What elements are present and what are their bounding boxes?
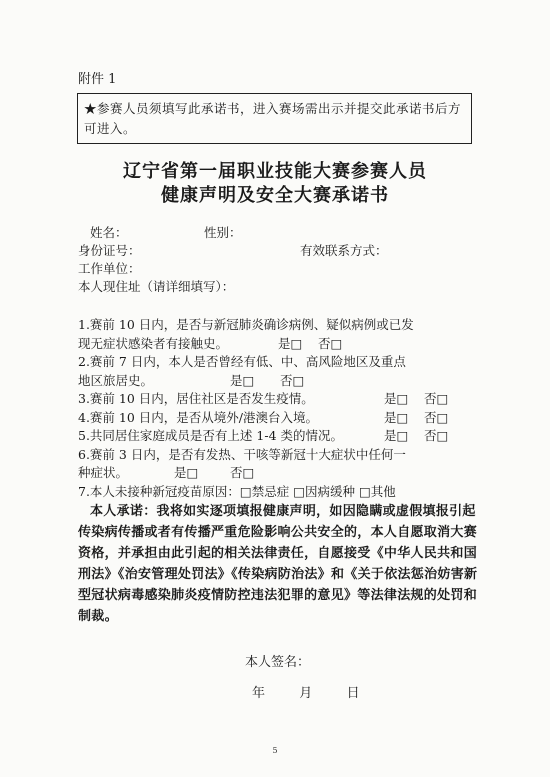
item-1-line-1: 1.赛前 10 日内，是否与新冠肺炎确诊病例、疑似病例或已发 — [78, 317, 414, 332]
title-line-2: 健康声明及安全大赛承诺书 — [161, 185, 389, 206]
item-4-no: 否□ — [424, 409, 449, 425]
declaration-items — [78, 316, 478, 501]
item-6-continuation: 种症状。 — [78, 465, 129, 480]
item-3-yes: 是□ — [384, 391, 409, 406]
item-7: 7.本人未接种新冠疫苗原因：□禁忌症 □因病缓种 □其他 — [78, 483, 396, 499]
id-contact-row — [78, 242, 478, 260]
item-1-no: 否□ — [318, 335, 343, 351]
item-4-text: 4.赛前 10 日内，是否从境外/港澳台入境。 — [78, 409, 318, 425]
item-3-no: 否□ — [424, 391, 449, 406]
commitment-body: 我将如实逐项填报健康声明，如因隐瞒或虚假填报引起传染病传播或者有传播严重危险影响公共安全的，本人自愿取消大赛资格，并承担由此引起的相关法律责任，自愿接受《中华人民共和国刑法》《治安管理处罚法》《传染病防治法》和《关于依法惩治妨害新型冠状病毒感染肺炎疫情防控违法犯罪的意见》等法律法规的处罚和制裁。 — [78, 504, 478, 624]
title-line-1: 辽宁省第一届职业技能大赛参赛人员 — [123, 161, 427, 182]
employer-label: 工作单位： — [78, 261, 141, 276]
address-label: 本人现住址（请详细填写）： — [78, 279, 235, 294]
item-6-no: 否□ — [230, 465, 255, 480]
notice-box: ★参赛人员须填写此承诺书，进入赛场需出示并提交此承诺书后方可进入。 — [77, 93, 472, 144]
item-2-line-1: 2.赛前 7 日内，本人是否曾经有低、中、高风险地区及重点 — [78, 354, 406, 369]
page-number: 5 — [272, 746, 278, 755]
item-3 — [78, 390, 478, 409]
item-5-no: 否□ — [424, 428, 449, 443]
address-row — [78, 278, 478, 296]
commitment-heading: 本人承诺： — [90, 504, 157, 519]
item-2-line-2 — [78, 372, 478, 391]
item-3-text: 3.赛前 10 日内，居住社区是否发生疫情。 — [78, 391, 314, 406]
commitment-paragraph — [78, 501, 478, 627]
item-2-no: 否□ — [280, 372, 305, 388]
date-day: 日 — [346, 686, 360, 701]
item-1-yes: 是□ — [278, 335, 303, 351]
item-2-continuation: 地区旅居史。 — [78, 372, 154, 388]
personal-info-fields — [78, 224, 478, 296]
item-2-yes: 是□ — [230, 372, 255, 388]
date-month: 月 — [299, 686, 313, 701]
item-5-yes: 是□ — [384, 428, 409, 443]
item-1-continuation: 现无症状感染者有接触史。 — [78, 335, 229, 351]
item-1-line-2 — [78, 335, 478, 354]
attachment-label: 附件 1 — [78, 72, 117, 87]
gender-label: 性别： — [204, 225, 242, 240]
contact-label: 有效联系方式： — [300, 243, 388, 258]
item-5-text: 5.共同居住家庭成员是否有上述 1-4 类的情况。 — [78, 428, 344, 443]
item-5 — [78, 427, 478, 446]
item-4 — [78, 409, 478, 428]
id-number-label: 身份证号： — [78, 243, 141, 258]
item-6-line-1: 6.赛前 3 日内，是否有发热、干咳等新冠十大症状中任何一 — [78, 446, 406, 462]
item-4-yes: 是□ — [384, 409, 409, 425]
document-title — [0, 160, 550, 208]
item-6-line-2 — [78, 464, 478, 483]
name-label: 姓名： — [90, 225, 128, 240]
employer-row — [78, 260, 478, 278]
item-6-yes: 是□ — [174, 465, 199, 480]
name-gender-row — [78, 224, 478, 242]
date-line — [252, 682, 360, 701]
signature-label: 本人签名： — [245, 655, 311, 670]
date-year: 年 — [252, 686, 266, 701]
